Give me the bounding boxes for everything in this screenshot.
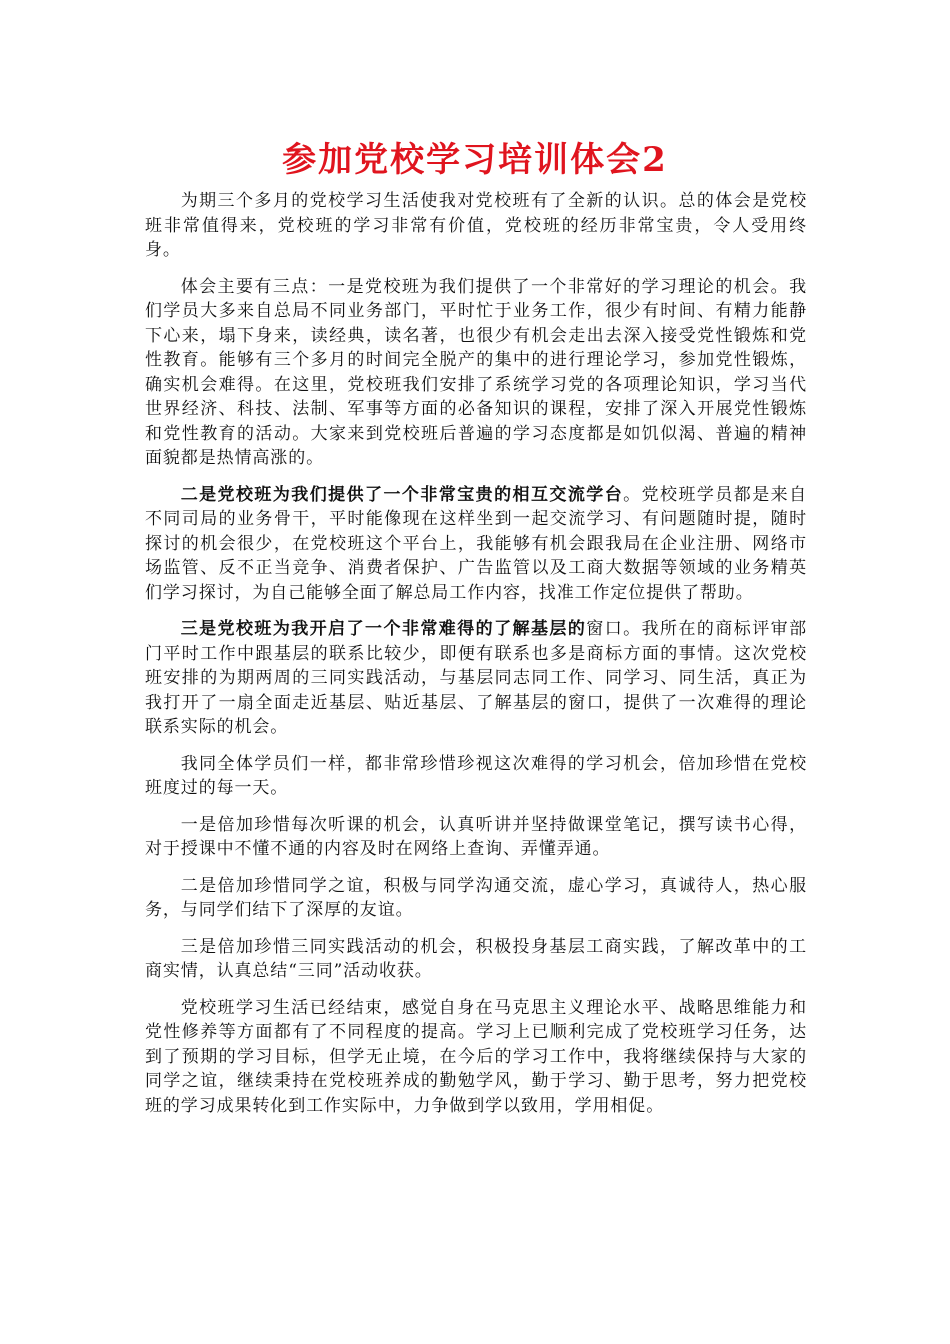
paragraph-7 xyxy=(145,874,807,923)
paragraph-text: 体会主要有三点：一是党校班为我们提供了一个非常好的学习理论的机会。我们学员大多来自总局不同业务部门，平时忙于业务工作，很少有时间、有精力能静下心来，塌下身来，读经典，读名著，也很少有机会走出去深入接受党性锻炼和党性教育。能够有三个多月的时间完全脱产的集中的进行理论学习，参加党性锻炼，确实机会难得。在这里，党校班我们安排了系统学习党的各项理论知识，学习当代世界经济、科技、法制、军事等方面的必备知识的课程，安排了深入开展党性锻炼和党性教育的活动。大家来到党校班后普遍的学习态度都是如饥似渴、普遍的精神面貌都是热情高涨的。 xyxy=(145,276,807,468)
paragraph-3 xyxy=(145,483,807,606)
paragraph-text: 三是倍加珍惜三同实践活动的机会，积极投身基层工商实践，了解改革中的工商实情，认真总结“三同”活动收获。 xyxy=(145,936,807,981)
paragraph-text: 党校班学习生活已经结束，感觉自身在马克思主义理论水平、战略思维能力和党性修养等方面都有了不同程度的提高。学习上已顺利完成了党校班学习任务，达到了预期的学习目标，但学无止境，在今后的学习工作中，我将继续保持与大家的同学之谊，继续秉持在党校班养成的勤勉学风，勤于学习、勤于思考，努力把党校班的学习成果转化到工作实际中，力争做到学以致用，学用相促。 xyxy=(145,997,807,1116)
paragraph-text: 一是倍加珍惜每次听课的机会，认真听讲并坚持做课堂笔记，撰写读书心得，对于授课中不懂不通的内容及时在网络上查询、弄懂弄通。 xyxy=(145,814,807,859)
paragraph-4 xyxy=(145,617,807,740)
paragraph-1 xyxy=(145,189,807,263)
paragraph-5 xyxy=(145,752,807,801)
paragraph-lead: 三是党校班为我开启了一个非常难得的了解基层的 xyxy=(180,619,587,639)
paragraph-text: 二是倍加珍惜同学之谊，积极与同学沟通交流，虚心学习，真诚待人，热心服务，与同学们结下了深厚的友谊。 xyxy=(145,875,807,920)
paragraph-text: 我同全体学员们一样，都非常珍惜珍视这次难得的学习机会，倍加珍惜在党校班度过的每一天。 xyxy=(145,753,807,798)
paragraph-6 xyxy=(145,813,807,862)
paragraph-2 xyxy=(145,275,807,471)
paragraph-9 xyxy=(145,996,807,1119)
paragraph-text: 。党校班学员都是来自不同司局的业务骨干，平时能像现在这样坐到一起交流学习、有问题随时提，随时探讨的机会很少，在党校班这个平台上，我能够有机会跟我局在企业注册、网络市场监管、反不正当竞争、消费者保护、广告监管以及工商大数据等领域的业务精英们学习探讨，为自己能够全面了解总局工作内容，找准工作定位提供了帮助。 xyxy=(145,484,807,603)
document-title: 参加党校学习培训体会2 xyxy=(282,140,668,180)
paragraph-text: 窗口。我所在的商标评审部门平时工作中跟基层的联系比较少，即便有联系也多是商标方面的事情。这次党校班安排的为期两周的三同实践活动，与基层同志同工作、同学习、同生活，真正为我打开了一扇全面走近基层、贴近基层、了解基层的窗口，提供了一次难得的理论联系实际的机会。 xyxy=(145,619,807,737)
paragraph-8 xyxy=(145,935,807,984)
document-body xyxy=(145,189,807,1130)
paragraph-lead: 二是党校班为我们提供了一个非常宝贵的相互交流学台 xyxy=(180,484,624,505)
paragraph-text: 为期三个多月的党校学习生活使我对党校班有了全新的认识。总的体会是党校班非常值得来，党校班的学习非常有价值，党校班的经历非常宝贵，令人受用终身。 xyxy=(145,191,807,260)
